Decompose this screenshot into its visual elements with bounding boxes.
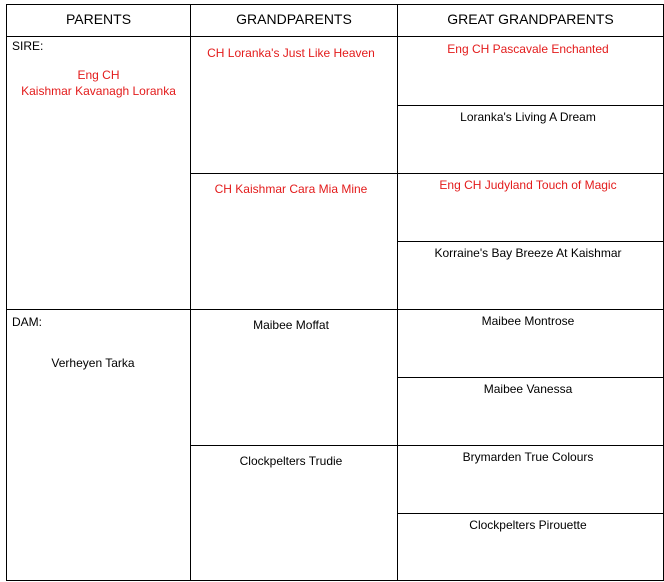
header-parents: PARENTS: [65, 11, 132, 27]
header-grandparents: GRANDPARENTS: [236, 11, 352, 27]
border-header-bottom: [6, 36, 664, 37]
great-grandparent-4: Korraine's Bay Breeze At Kaishmar: [434, 246, 622, 260]
border-bottom: [6, 580, 664, 581]
header-great-grandparents: GREAT GRANDPARENTS: [447, 11, 614, 27]
border-ggp-split-2: [397, 241, 664, 242]
dam-label: DAM:: [12, 315, 42, 329]
grandparent-1: CH Loranka's Just Like Heaven: [207, 46, 375, 60]
border-middle: [6, 309, 664, 310]
border-col-1: [190, 4, 191, 581]
border-ggp-split-4: [397, 513, 664, 514]
border-gp-split-2: [190, 445, 664, 446]
dam-name: Verheyen Tarka: [51, 356, 135, 370]
border-top: [6, 4, 664, 5]
sire-title: Eng CH: [77, 68, 120, 82]
border-ggp-split-1: [397, 105, 664, 106]
great-grandparent-3: Eng CH Judyland Touch of Magic: [439, 178, 617, 192]
grandparent-3: Maibee Moffat: [253, 318, 329, 332]
sire-name: Kaishmar Kavanagh Loranka: [21, 84, 176, 98]
great-grandparent-2: Loranka's Living A Dream: [460, 110, 596, 124]
great-grandparent-5: Maibee Montrose: [481, 314, 575, 328]
great-grandparent-8: Clockpelters Pirouette: [469, 518, 587, 532]
great-grandparent-1: Eng CH Pascavale Enchanted: [447, 42, 609, 56]
great-grandparent-6: Maibee Vanessa: [483, 382, 573, 396]
border-col-2: [397, 4, 398, 581]
grandparent-4: Clockpelters Trudie: [239, 454, 343, 468]
grandparent-2: CH Kaishmar Cara Mia Mine: [214, 182, 368, 196]
great-grandparent-7: Brymarden True Colours: [462, 450, 594, 464]
border-ggp-split-3: [397, 377, 664, 378]
border-gp-split-1: [190, 173, 664, 174]
sire-label: SIRE:: [12, 39, 44, 53]
